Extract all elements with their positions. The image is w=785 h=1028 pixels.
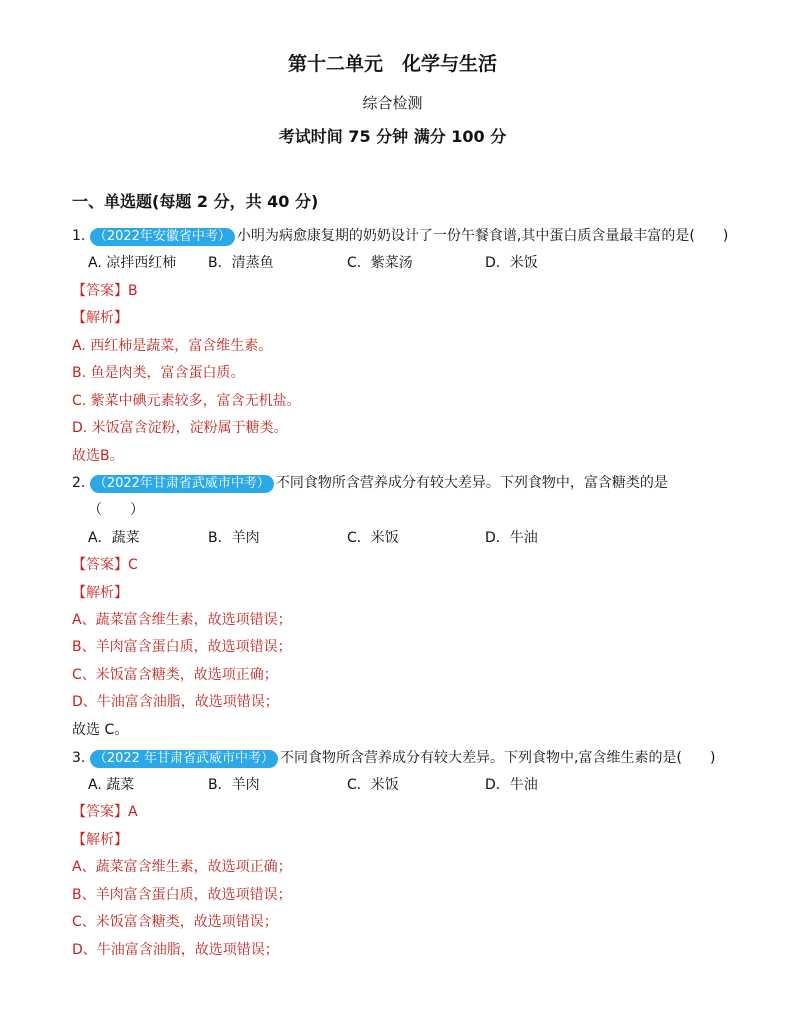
analysis-line: C、米饭富含糖类，故选项错误； [72, 914, 278, 930]
question-number: 1. [72, 228, 86, 244]
option-c: C．米饭 [347, 777, 399, 793]
analysis-line: C. 紫菜中碘元素较多，富含无机盐。 [72, 393, 301, 409]
question-stem: 不同食物所含营养成分有较大差异。下列食物中，富含糖类的是 [275, 475, 668, 491]
option-d: D．米饭 [485, 255, 538, 271]
option-a: A. 蔬菜 [88, 777, 135, 793]
analysis-line: A、蔬菜富含维生素，故选项正确； [72, 859, 292, 875]
source-badge: （2022年安徽省中考） [90, 228, 235, 246]
page-subtitle: 综合检测 [362, 94, 423, 112]
option-b: B．清蒸鱼 [208, 255, 274, 271]
answer: 【答案】B [72, 283, 138, 299]
answer-blank: （ ） [88, 502, 144, 518]
question-number: 3. [72, 750, 86, 766]
analysis-line: A. 西红柿是蔬菜，富含维生素。 [72, 338, 273, 354]
conclusion: 故选B。 [72, 448, 124, 464]
exam-info: 考试时间 75 分钟 满分 100 分 [278, 127, 507, 146]
question-1 [72, 227, 728, 246]
analysis-line: B、羊肉富含蛋白质，故选项错误； [72, 887, 292, 903]
question-number: 2. [72, 475, 86, 491]
question-stem: 小明为病愈康复期的奶奶设计了一份午餐食谱,其中蛋白质含量最丰富的是( ) [236, 228, 729, 244]
answer: 【答案】C [72, 557, 138, 573]
section-heading: 一、单选题(每题 2 分，共 40 分) [72, 192, 319, 211]
source-badge: （2022年甘肃省武威市中考） [90, 475, 274, 493]
question-3 [72, 749, 715, 768]
conclusion: 故选 C。 [72, 722, 129, 738]
analysis-label: 【解析】 [72, 310, 128, 326]
option-d: D．牛油 [485, 530, 538, 546]
analysis-line: D. 米饭富含淀粉，淀粉属于糖类。 [72, 420, 288, 436]
option-a: A．蔬菜 [88, 530, 140, 546]
analysis-line: B. 鱼是肉类，富含蛋白质。 [72, 365, 245, 381]
source-badge: （2022 年甘肃省武威市中考） [90, 750, 278, 768]
analysis-line: D、牛油富含油脂，故选项错误； [72, 694, 279, 710]
analysis-label: 【解析】 [72, 585, 128, 601]
option-c: C．紫菜汤 [347, 255, 413, 271]
analysis-line: B、羊肉富含蛋白质，故选项错误； [72, 639, 292, 655]
answer: 【答案】A [72, 804, 138, 820]
option-c: C．米饭 [347, 530, 399, 546]
option-b: B．羊肉 [208, 777, 260, 793]
analysis-line: A、蔬菜富含维生素，故选项错误； [72, 612, 292, 628]
option-b: B．羊肉 [208, 530, 260, 546]
question-2 [72, 474, 668, 493]
analysis-label: 【解析】 [72, 832, 128, 848]
option-d: D．牛油 [485, 777, 538, 793]
page-title: 第十二单元 化学与生活 [287, 53, 497, 75]
option-a: A. 凉拌西红柿 [88, 255, 177, 271]
analysis-line: D、牛油富含油脂，故选项错误； [72, 942, 279, 958]
question-stem: 不同食物所含营养成分有较大差异。下列食物中,富含维生素的是( ) [280, 750, 716, 766]
analysis-line: C、米饭富含糖类，故选项正确； [72, 667, 278, 683]
